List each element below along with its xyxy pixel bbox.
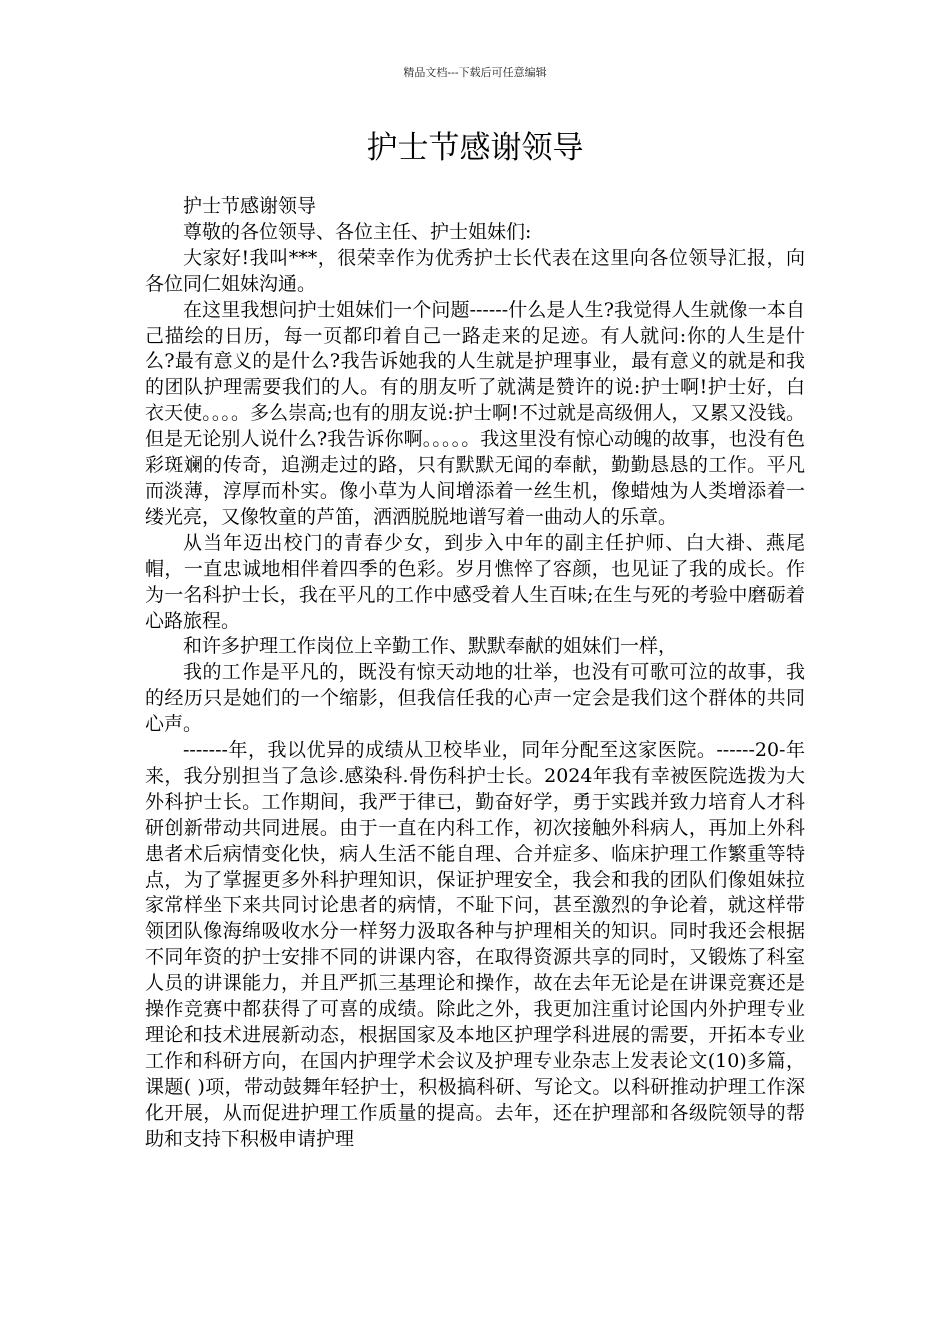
- paragraph-life-question: 在这里我想问护士姐妹们一个问题------什么是人生?我觉得人生就像一本自己描绘的日历，每一页都印着自己一路走来的足迹。有人就问:你的人生是什么?最有意义的是什么?我告诉她我的人生就是护理事业，最有意义的就是和我的团队护理需要我们的人。有的朋友听了就满是赞许的说:护士啊!护士好，白衣天使。。。。多么崇高;也有的朋友说:护士啊!不过就是高级佣人，又累又没钱。但是无论别人说什么?我告诉你啊。。。。。我这里没有惊心动魄的故事，也没有色彩斑斓的传奇，追溯走过的路，只有默默无闻的奉献，勤勤恳恳的工作。平凡而淡薄，淳厚而朴实。像小草为人间增添着一丝生机，像蜡烛为人类增添着一缕光亮，又像牧童的芦笛，洒洒脱脱地谱写着一曲动人的乐章。: [145, 298, 805, 528]
- page-header: 精品文档---下载后可任意编辑: [403, 66, 547, 79]
- document-body: [145, 194, 805, 1153]
- document-title: 护士节感谢领导: [366, 130, 584, 166]
- paragraph-growth: 从当年迈出校门的青春少女，到步入中年的副主任护师、白大褂、燕尾帽，一直忠诚地相伴着四季的色彩。岁月憔悴了容颜，也见证了我的成长。作为一名科护士长，我在平凡的工作中感受着人生百味;在生与死的考验中磨砺着心路旅程。: [145, 531, 805, 632]
- paragraph-salutation: 尊敬的各位领导、各位主任、护士姐妹们:: [183, 220, 532, 243]
- paragraph-greeting: 大家好!我叫***，很荣幸作为优秀护士长代表在这里向各位领导汇报，向各位同仁姐妹沟通。: [145, 246, 805, 295]
- paragraph-ordinary-work: 我的工作是平凡的，既没有惊天动地的壮举，也没有可歌可泣的故事，我的经历只是她们的一个缩影，但我信任我的心声一定会是我们这个群体的共同心声。: [145, 661, 805, 736]
- paragraph-career: -------年，我以优异的成绩从卫校毕业，同年分配至这家医院。------20-年来，我分别担当了急诊.感染科.骨伤科护士长。2024年我有幸被医院选拨为大外科护士长。工作期间，我严于律已，勤奋好学，勇于实践并致力培育人才科研创新带动共同进展。由于一直在内科工作，初次接触外科病人，再加上外科患者术后病情变化快，病人生活不能自理、合并症多、临床护理工作繁重等特点，为了掌握更多外科护理知识，保证护理安全，我会和我的团队们像姐妹拉家常样坐下来共同讨论患者的病情，不耻下问，甚至激烈的争论着，就这样带领团队像海绵吸收水分一样努力汲取各种与护理相关的知识。同时我还会根据不同年资的护士安排不同的讲课内容，在取得资源共享的同时，又锻炼了科室人员的讲课能力，并且严抓三基理论和操作，故在去年无论是在讲课竞赛还是操作竞赛中都获得了可喜的成绩。除此之外，我更加注重讨论国内外护理专业理论和技术进展新动态，根据国家及本地区护理学科进展的需要，开拓本专业工作和科研方向，在国内护理学术会议及护理专业杂志上发表论文(10)多篇，课题( )项，带动鼓舞年轻护士，积极搞科研、写论文。以科研推动护理工作深化开展，从而促进护理工作质量的提高。去年，还在护理部和各级院领导的帮助和支持下积极申请护理: [145, 739, 805, 1150]
- paragraph-heading: 护士节感谢领导: [183, 195, 317, 217]
- paragraph-sisters: 和许多护理工作岗位上辛勤工作、默默奉献的姐妹们一样，: [183, 635, 678, 658]
